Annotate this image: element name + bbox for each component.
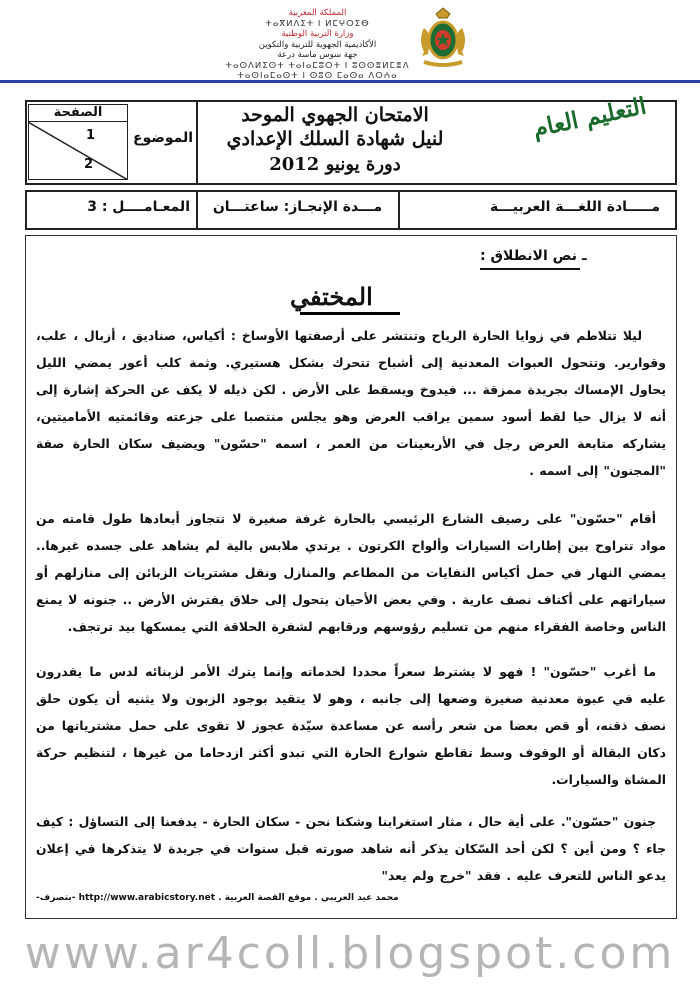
subject-name: مـــــادة اللغـــة العربيـــة	[489, 199, 660, 215]
section-heading: ـ نص الانطلاق :	[480, 248, 587, 264]
paragraph-1: ليلا تتلاطم في زوايا الحارة الرياح وتنتشر على أرصفتها الأوساخ : أكياس، صناديق ، أزبال ، علب، وقوارير. وتتحول العبوات المعدنية إلى أشباح تتحرك بشكل هستيري. وثمة كلب أعور يمضي الليل يحاول الإمساك بجريدة ممزقة ... فيدوخ ويسقط على الأرض . لكن ذيله لا يكف عن الحركة إشارة إلى أنه لا يزال حيا لقط أسود سمين يراقب العرض وهو يجلس منتصبا على جزعته وقائمتيه الأماميتين، يشاركه متابعة العرض رجل في الأربعينات من العمر ، اسمه "حسّون" ويضيف سكان الحارة صفة "المجنون" إلى اسمه .	[36, 328, 666, 478]
ministry-header	[225, 8, 410, 82]
page-number-2: 2	[84, 157, 94, 172]
academy-label: الأكاديمية الجهوية للتربية والتكوين	[258, 39, 377, 50]
exam-session: دورة يونيو 2012	[269, 154, 401, 175]
paragraph-4: جنون "حسّون". على أية حال ، مثار استغرابنا وشكنا نحن - سكان الحارة - يدفعنا إلى التساؤل : كيف جاء ؟ ومن أين ؟ لكن أحد السّكان يذكر أنه شاهد صورته قبل سنوات في جريدة لا يتذكرها في إعلان يدعو الناس للتعرف عليه . فقد "خرج ولم يعد"	[36, 814, 666, 883]
source-citation: محمد عيد العريبي . موقع القصة العربية . http://www.arabicstory.net -بتصرف-	[36, 893, 399, 903]
page-label: الصفحة	[28, 104, 128, 122]
exam-title-line1: الامتحان الجهوي الموحد	[241, 104, 429, 126]
header-divider	[196, 100, 198, 185]
ministry-tifinagh: ⵜⴰⵙⴷⵍⵉⵙⵜ ⵜⴰⵏⴰⵎⵓⵔⵜ ⵏ ⵓⵙⵙⴻⵍⵎⴻⴷ	[225, 60, 410, 71]
page-diagonal	[28, 122, 128, 180]
paragraph-2: أقام "حسّون" على رصيف الشارع الرئيسي بالحارة غرفة صغيرة لا تتجاوز أبعادها طول قامته من مواد تتراوح بين إطارات السيارات وألواح الكرتون . يرتدي ملابس بالية لم يشاهد على جسده غيرها.. يمضي النهار في حمل أكياس النفايات من المطاعم والمنازل ونقل مشتريات الزبائن إلى منازلهم أو سياراتهم على أكتاف نصف عارية . وفي بعض الأحيان يتحول إلى حلاق يفترش الأرض .. جنونه لا يمنع الناس وخاصة الفقراء منهم من تسليم رؤوسهم ورقابهم لشفرة الحلاقة التي يمسكها بيد ترتجف.	[36, 511, 666, 634]
ministry-label: وزارة التربية الوطنية	[281, 29, 354, 39]
info-divider-1	[196, 190, 198, 230]
blog-watermark: www.ar4coll.blogspot.com	[24, 928, 676, 979]
region-label: جهة سوس ماسة درعة	[277, 50, 358, 60]
section-heading-underline	[480, 268, 580, 270]
region-tifinagh: ⵜⴰⵙⵏⴰⵎⴰⵙⵜ ⵏ ⵙⵓⵙ ⵎⴰⵙⴰ ⴷⵔⵄⴰ	[237, 71, 398, 81]
kingdom-tifinagh: ⵜⴰⴳⵍⴷⵉⵜ ⵏ ⵍⵎⵖⵔⵉⴱ	[265, 18, 370, 29]
subject-label: الموضوع	[133, 130, 194, 146]
story-title: المختفي	[290, 282, 373, 311]
coat-of-arms-icon	[414, 6, 472, 72]
paragraph-3: ما أغرب "حسّون" ! فهو لا يشترط سعراً محددا لخدماته وإنما يترك الأمر لزبنائه لدس ما يقدرون عليه في عبوة معدنية صغيرة وضعها إلى جانبه ، وهو لا يتقيد بوجود الزبون ولا يثنيه أن يكون حلق نصف ذقنه، أو قص بعضا من شعر رأسه عن مساعدة سيّدة عجوز لا تقوى على حمل مشترياتها من دكان البقالة أو الوقوف وسط تقاطع شوارع الحارة التي تبدو أكثر ازدحاما من غيرها ، لتنظيم حركة المشاة والسيارات.	[36, 664, 666, 787]
info-divider-2	[398, 190, 400, 230]
exam-title-line2: لنيل شهادة السلك الإعدادي	[226, 128, 444, 150]
story-title-underline	[300, 312, 400, 315]
duration: مـــدة الإنجـاز: ساعتـــان	[212, 199, 383, 215]
kingdom-label: المملكة المغربية	[288, 8, 347, 18]
general-education-stamp: التعليم العام	[530, 92, 649, 143]
coefficient: المعـامــــل : 3	[87, 199, 190, 215]
page-number-1: 1	[86, 128, 96, 143]
